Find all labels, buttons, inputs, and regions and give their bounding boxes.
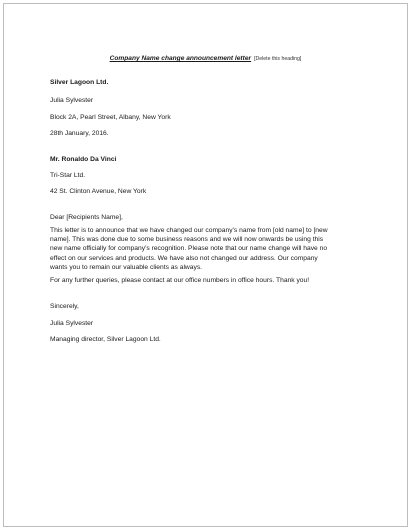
letter-heading [4,54,407,64]
heading-note: [Delete this heading] [254,56,302,62]
closing-title: Managing director, Silver Lagoon Ltd. [50,336,161,343]
body-paragraph-1: This letter is to announce that we have changed our company’s name from [old name] to [new name]. This was done due to some business reasons and we will now onwards be using this new name officially for company’s recognition. Please note that our name change will have no effect on our services and products. We have also not changed our address. Our company wants you to remain our valuable clients as always. [50,227,328,271]
sender-name: Julia Sylvester [50,97,94,104]
valediction: Sincerely, [50,303,79,310]
sender-company: Silver Lagoon Ltd. [50,79,109,86]
recipient-name: Mr. Ronaldo Da Vinci [50,156,117,163]
closing-name: Julia Sylvester [50,320,94,327]
letter-page [3,3,408,527]
sender-address: Block 2A, Pearl Street, Albany, New York [50,114,171,121]
letter-date: 28th January, 2016. [50,130,109,137]
body-paragraph-2: For any further queries, please contact at our office numbers in office hours. Thank you! [50,277,310,284]
salutation: Dear [Recipients Name], [50,214,123,221]
heading-title: Company Name change announcement letter [109,55,252,62]
recipient-address: 42 St. Clinton Avenue, New York [50,188,147,195]
recipient-company: Tri-Star Ltd. [50,172,86,179]
